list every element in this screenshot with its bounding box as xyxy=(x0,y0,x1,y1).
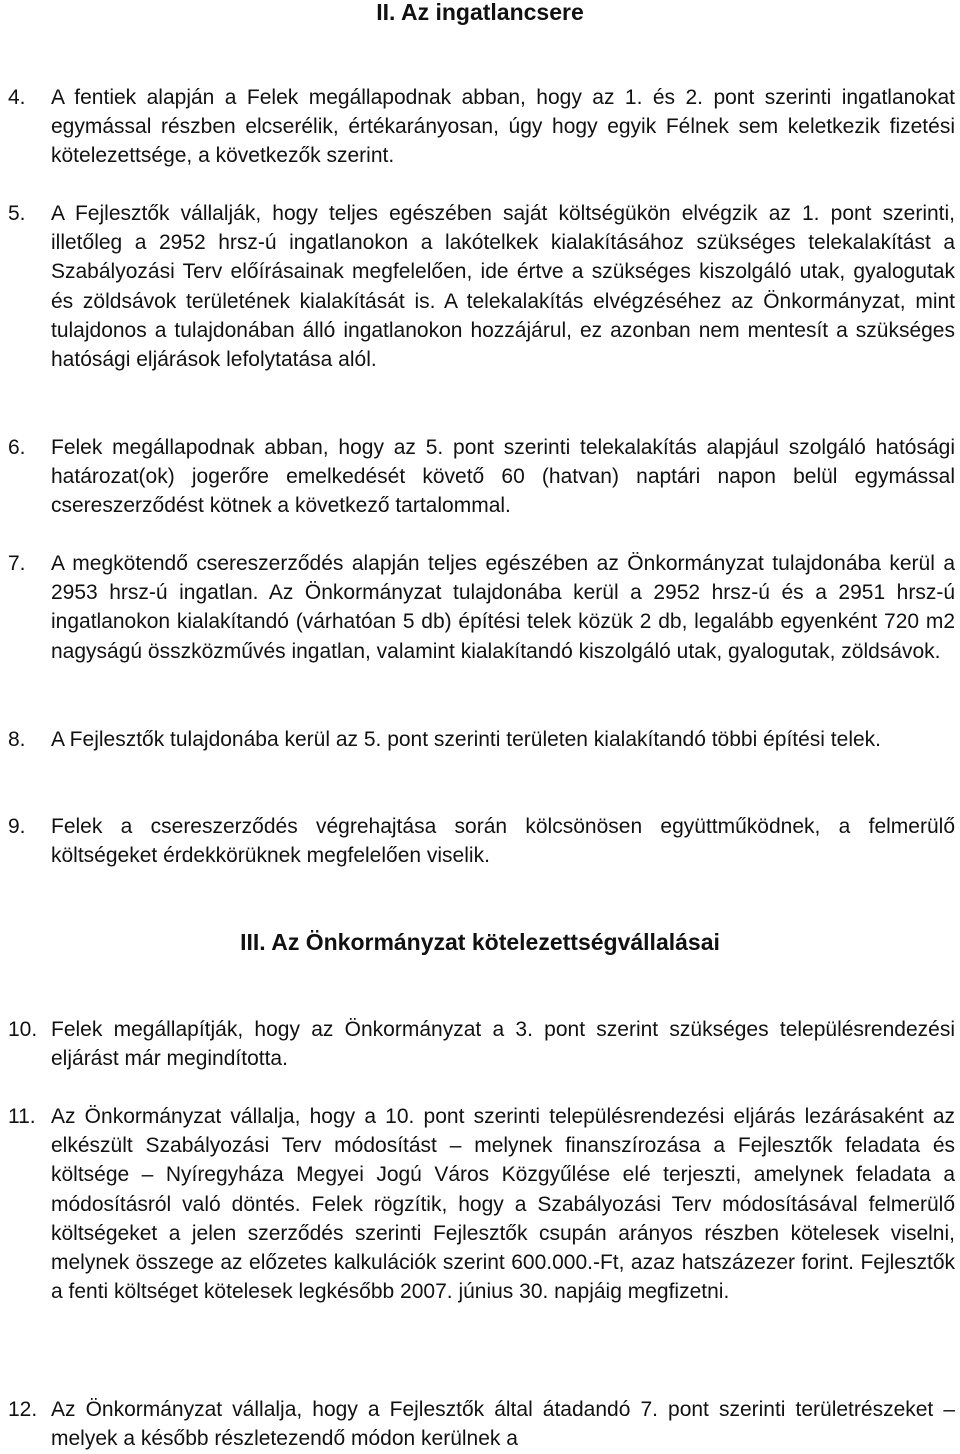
item-text: A megkötendő csereszerződés alapján teljes egészében az Önkormányzat tulajdonába kerül a 2953 hrsz-ú ingatlan. Az Önkormányzat tulajdonába kerül a 2952 hrsz-ú és a 2951 hrsz-ú ingatlanokon kialakítandó (várhatóan 5 db) építési telek közük 2 db, legalább egyenként 720 m2 nagyságú összközművés ingatlan, valamint kialakítandó kiszolgáló utak, gyalogutak, zöldsávok. xyxy=(51,552,955,663)
item-text: A Fejlesztők vállalják, hogy teljes egészében saját költségükön elvégzik az 1. pont szerinti, illetőleg a 2952 hrsz-ú ingatlanokon a lakótelkek kialakításához szükséges telekalakítást a Szabályozási Terv előírásainak megfelelően, ide értve a szükséges kiszolgáló utak, gyalogutak és zöldsávok területének kialakítását is. A telekalakítás elvégzéséhez az Önkormányzat, mint tulajdonos a tulajdonában álló ingatlanokon hozzájárul, ez azonban nem mentesít a szükséges hatósági eljárások lefolytatása alól. xyxy=(51,202,955,372)
list-item xyxy=(8,549,955,666)
item-number: 8. xyxy=(8,728,26,751)
list-item xyxy=(8,199,955,374)
list-item xyxy=(8,1015,955,1073)
item-text: A Fejlesztők tulajdonába kerül az 5. pont szerinti területen kialakítandó többi építési telek. xyxy=(51,728,881,751)
list-item xyxy=(8,1395,955,1453)
item-number: 4. xyxy=(8,86,26,109)
item-number: 7. xyxy=(8,552,26,575)
list-item xyxy=(8,1102,955,1306)
list-item xyxy=(8,725,955,754)
list-item xyxy=(8,83,955,171)
section-title-3: III. Az Önkormányzat kötelezettségvállalásai xyxy=(240,929,720,955)
item-text: Az Önkormányzat vállalja, hogy a Fejlesztők által átadandó 7. pont szerinti területrészeket – melyek a később részletezendő módon kerülnek a xyxy=(51,1398,955,1451)
item-text: Felek megállapítják, hogy az Önkormányzat a 3. pont szerint szükséges településrendezési eljárást már megindította. xyxy=(51,1018,955,1071)
list-item xyxy=(8,812,955,870)
item-number: 11. xyxy=(8,1105,36,1128)
item-text: Felek megállapodnak abban, hogy az 5. pont szerinti telekalakítás alapjául szolgáló hatósági határozat(ok) jogerőre emelkedését követő 60 (hatvan) naptári napon belül egymással csereszerződést kötnek a következő tartalommal. xyxy=(51,436,955,518)
item-text: Felek a csereszerződés végrehajtása során kölcsönösen együttműködnek, a felmerülő költségeket érdekkörüknek megfelelően viselik. xyxy=(51,815,955,868)
list-item xyxy=(8,433,955,521)
item-text: Az Önkormányzat vállalja, hogy a 10. pont szerinti településrendezési eljárás lezárásaként az elkészült Szabályozási Terv módosítást – melynek finanszírozása a Fejlesztők feladata és költsége – Nyíregyháza Megyei Jogú Város Közgyűlése elé terjeszti, amelynek feladata a módosításról való döntés. Felek rögzítik, hogy a Szabályozási Terv módosításával felmerülő költségeket a jelen szerződés szerinti Fejlesztők csupán arányos részben kötelesek viselni, melynek összege az előzetes kalkulációk szerint 600.000.-Ft, azaz hatszázezer forint. Fejlesztők a fenti költséget kötelesek legkésőbb 2007. június 30. napjáig megfizetni. xyxy=(51,1105,955,1304)
item-number: 9. xyxy=(8,815,26,838)
item-number: 5. xyxy=(8,202,26,225)
item-text: A fentiek alapján a Felek megállapodnak abban, hogy az 1. és 2. pont szerinti ingatlanokat egymással részben elcserélik, értékarányosan, úgy hogy egyik Félnek sem keletkezik fizetési kötelezettsége, a következők szerint. xyxy=(51,86,955,168)
item-number: 10. xyxy=(8,1018,38,1041)
section-title-2: II. Az ingatlancsere xyxy=(376,0,584,25)
item-number: 12. xyxy=(8,1398,38,1421)
item-number: 6. xyxy=(8,436,26,459)
